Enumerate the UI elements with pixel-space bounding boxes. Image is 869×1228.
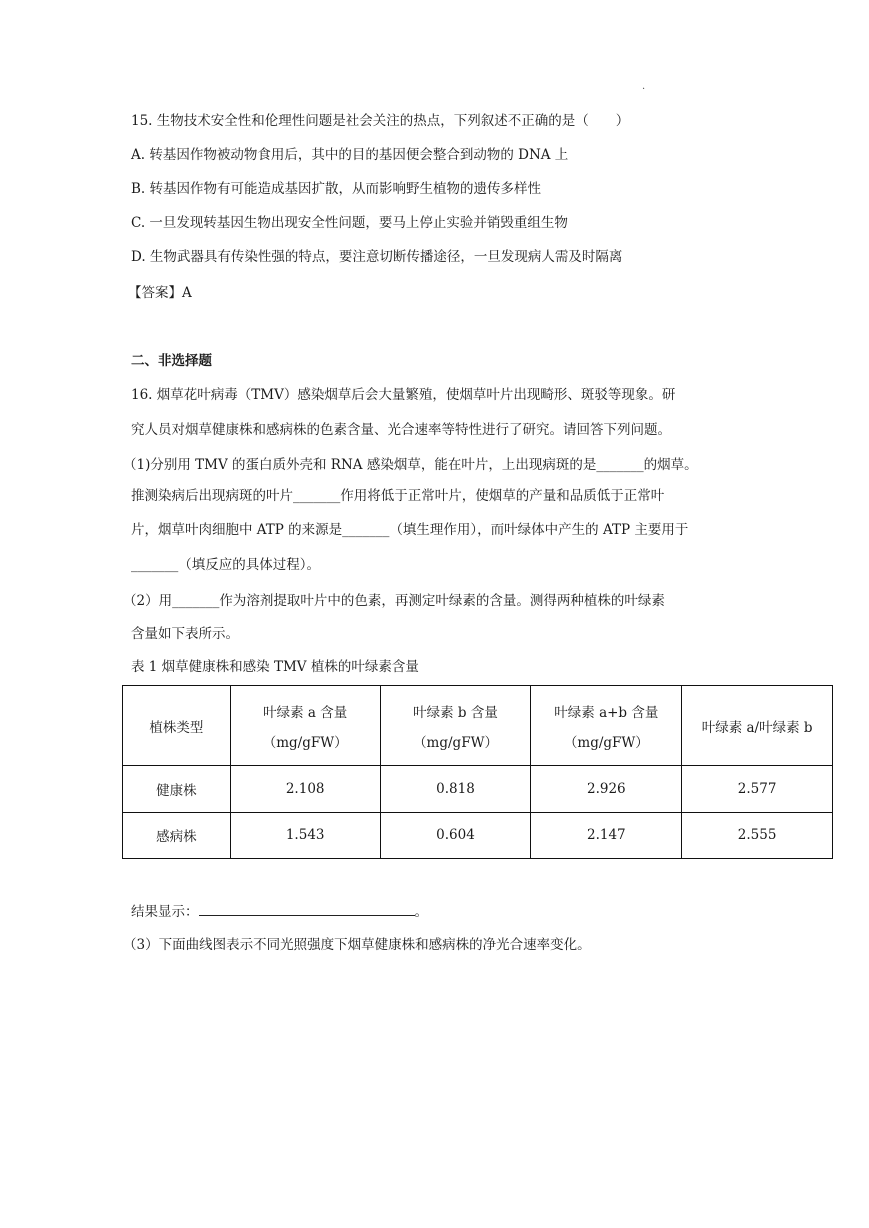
q15-option-c: C. 一旦发现转基因生物出现安全性问题，要马上停止实验并销毁重组生物 [131,215,568,231]
q16-line-9: （3）下面曲线图表示不同光照强度下烟草健康株和感病株的净光合速率变化。 [123,937,591,953]
table-cell: 2.147 [531,812,682,858]
table-cell: 2.555 [682,812,833,858]
q15-option-b: B. 转基因作物有可能造成基因扩散，从而影响野生植物的遗传多样性 [131,181,542,197]
result-label: 结果显示： [131,904,199,920]
table-header-cell: 叶绿素 a 含量 （mg/gFW） [230,686,380,766]
q16-line-5: 片，烟草叶肉细胞中 ATP 的来源是_______（填生理作用），而叶绿体中产生的 ATP 主要用于 [131,522,689,538]
result-line [131,901,428,922]
table-header-cell: 植株类型 [123,686,231,766]
q15-answer: 【答案】A [128,285,192,301]
result-end: 。 [414,904,428,920]
table-header-cell: 叶绿素 a+b 含量 （mg/gFW） [531,686,682,766]
q15-option-a: A. 转基因作物被动物食用后，其中的目的基因便会整合到动物的 DNA 上 [131,147,569,163]
result-blank [199,901,415,916]
table-cell: 1.543 [230,812,380,858]
table-cell: 2.926 [531,766,682,812]
table-cell: 健康株 [123,766,231,812]
q16-line-1: 16. 烟草花叶病毒（TMV）感染烟草后会大量繁殖，使烟草叶片出现畸形、斑驳等现象。研 [131,387,676,403]
q16-line-4: 推测染病后出现病斑的叶片_______作用将低于正常叶片，使烟草的产量和品质低于正常叶 [131,488,665,504]
table-row [123,812,833,858]
table-cell: 2.577 [682,766,833,812]
table-header-cell: 叶绿素 b 含量 （mg/gFW） [380,686,531,766]
q15-option-d: D. 生物武器具有传染性强的特点，要注意切断传播途径，一旦发现病人需及时隔离 [131,249,623,265]
section-title: 二、非选择题 [131,353,212,369]
page-dot: · [642,84,646,95]
q16-line-2: 究人员对烟草健康株和感病株的色素含量、光合速率等特性进行了研究。请回答下列问题。 [131,422,671,438]
table-header-cell: 叶绿素 a/叶绿素 b [682,686,833,766]
table-cell: 感病株 [123,812,231,858]
q16-line-7: （2）用_______作为溶剂提取叶片中的色素，再测定叶绿素的含量。测得两种植株的叶绿素 [123,593,665,609]
table-header-row [123,686,833,766]
q16-line-3: （1)分别用 TMV 的蛋白质外壳和 RNA 感染烟草，能在叶片，上出现病斑的是_______的烟草。 [123,457,698,473]
q16-line-6: _______（填反应的具体过程）。 [131,557,320,573]
table-cell: 0.818 [380,766,531,812]
table-cell: 2.108 [230,766,380,812]
table-caption: 表 1 烟草健康株和感染 TMV 植株的叶绿素含量 [131,659,419,675]
table-cell: 0.604 [380,812,531,858]
table-row [123,766,833,812]
q16-line-8: 含量如下表所示。 [131,626,239,642]
chlorophyll-table [122,685,833,859]
q15-stem: 15. 生物技术安全性和伦理性问题是社会关注的热点，下列叙述不正确的是（ ） [131,113,630,129]
